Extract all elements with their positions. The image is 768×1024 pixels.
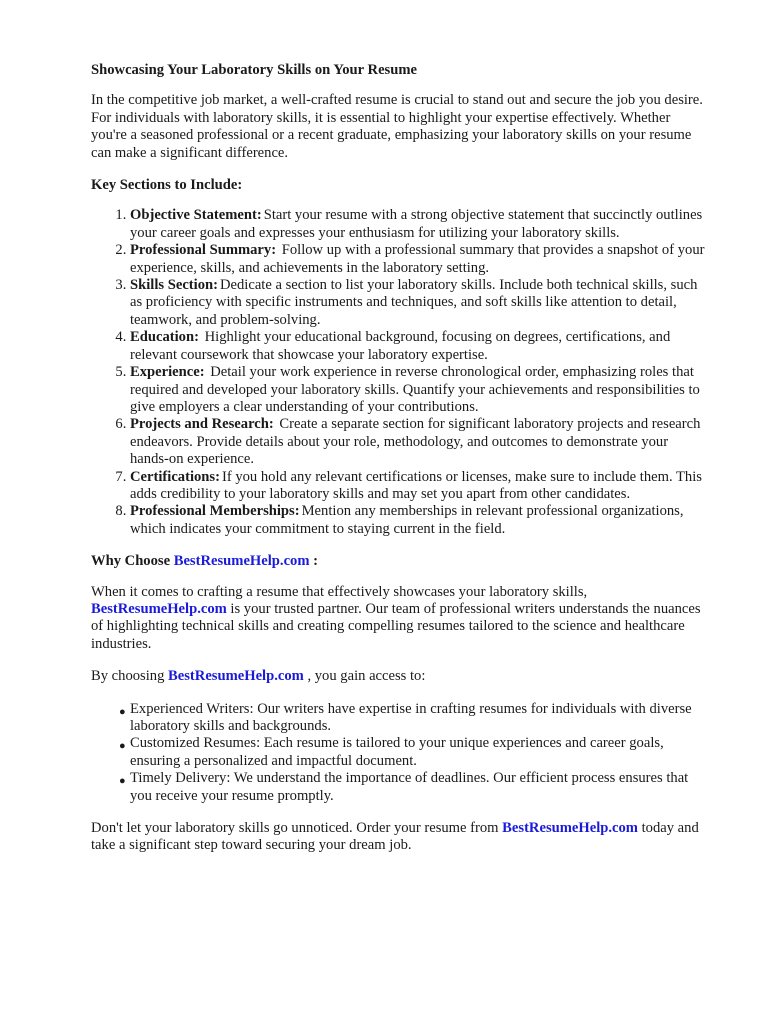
list-item-label: Professional Memberships: [130, 503, 300, 520]
partner-text-after: is your trusted partner. Our team of professional writers understands the nuances of highlighting technical skills and creating compelling resumes tailored to the science and healthcare industries. [91, 600, 701, 652]
list-item [130, 503, 708, 538]
closing-text-before: Don't let your laboratory skills go unnoticed. Order your resume from [91, 820, 503, 837]
list-item-label: Projects and Research: [130, 416, 274, 433]
bullet-icon: ● [119, 705, 126, 718]
list-item-label: Skills Section: [130, 277, 218, 294]
list-item [130, 469, 708, 504]
why-choose-heading [91, 553, 708, 570]
list-item-text: Mention any memberships in relevant professional organizations, which indicates your commitment to staying current in the field. [130, 503, 684, 537]
list-item [130, 416, 708, 468]
intro-paragraph: In the competitive job market, a well-crafted resume is crucial to stand out and secure the job you desire. For individuals with laboratory skills, it is essential to highlight your expertise effectively. Whether you're a seasoned professional or a recent graduate, emphasizing your laboratory skills on your resume can make a significant difference. [91, 92, 703, 161]
list-item-label: Education: [130, 329, 199, 346]
bestresumehelp-link[interactable]: BestResumeHelp.com [502, 820, 638, 837]
why-choose-suffix: : [309, 553, 319, 570]
list-item-text: Follow up with a professional summary that provides a snapshot of your experience, skills, and achievements in the laboratory setting. [130, 242, 705, 276]
bullet-icon: ● [119, 740, 126, 753]
list-item [130, 242, 708, 277]
list-item [130, 329, 708, 364]
list-item-text: Dedicate a section to list your laboratory skills. Include both technical skills, such as proficiency with specific instruments and techniques, and soft skills like attention to detail, teamwork, and problem-solving. [130, 277, 698, 328]
list-item-text: If you hold any relevant certifications or licenses, make sure to include them. This adds credibility to your laboratory skills and may set you apart from other candidates. [130, 468, 702, 502]
list-item-text: Highlight your educational background, focusing on degrees, certifications, and relevant coursework that showcase your laboratory expertise. [130, 329, 671, 363]
partner-paragraph [91, 584, 708, 654]
list-item-text: Timely Delivery: We understand the importance of deadlines. Our efficient process ensures that you receive your resume promptly. [130, 770, 689, 804]
list-item [130, 364, 708, 416]
list-item-label: Certifications: [130, 468, 220, 485]
list-item [130, 277, 708, 329]
list-item-label: Professional Summary: [130, 242, 277, 259]
list-item-label: Objective Statement: [130, 207, 262, 224]
list-item-text: Create a separate section for significant laboratory projects and research endeavors. Provide details about your role, methodology, and outcomes to demonstrate your hands-on experience. [130, 416, 701, 468]
closing-text-after: today and take a significant step toward securing your dream job. [91, 820, 699, 854]
list-item [119, 770, 708, 805]
list-item-text: Experienced Writers: Our writers have expertise in crafting resumes for individuals with diverse laboratory skills and backgrounds. [130, 700, 692, 734]
access-paragraph [91, 668, 708, 685]
key-sections-heading: Key Sections to Include: [91, 177, 243, 194]
page-title: Showcasing Your Laboratory Skills on Your Resume [91, 62, 417, 78]
list-item-label: Experience: [130, 364, 205, 381]
why-choose-prefix: Why Choose [91, 553, 174, 570]
bestresumehelp-link[interactable]: BestResumeHelp.com [168, 668, 304, 685]
list-item-text: Detail your work experience in reverse chronological order, emphasizing roles that required and developed your laboratory skills. Quantify your achievements and responsibilities to give employers a clear understanding of your contributions. [130, 364, 700, 415]
benefits-list [91, 701, 708, 805]
list-item [130, 207, 708, 242]
closing-paragraph [91, 820, 708, 855]
access-text-after: , you gain access to: [303, 668, 426, 685]
key-sections-list [91, 207, 708, 538]
list-item-text: Start your resume with a strong objective statement that succinctly outlines your career goals and expresses your enthusiasm for utilizing your laboratory skills. [130, 207, 703, 241]
bestresumehelp-link[interactable]: BestResumeHelp.com [91, 600, 227, 617]
list-item [119, 700, 708, 736]
access-text-before: By choosing [91, 668, 169, 685]
list-item [119, 735, 708, 770]
bullet-icon: ● [119, 775, 126, 788]
partner-text-before: When it comes to crafting a resume that effectively showcases your laboratory skills, [91, 583, 588, 600]
list-item-text: Customized Resumes: Each resume is tailored to your unique experiences and career goals, ensuring a personalized and impactful document. [130, 735, 664, 769]
bestresumehelp-link[interactable]: BestResumeHelp.com [173, 553, 310, 570]
